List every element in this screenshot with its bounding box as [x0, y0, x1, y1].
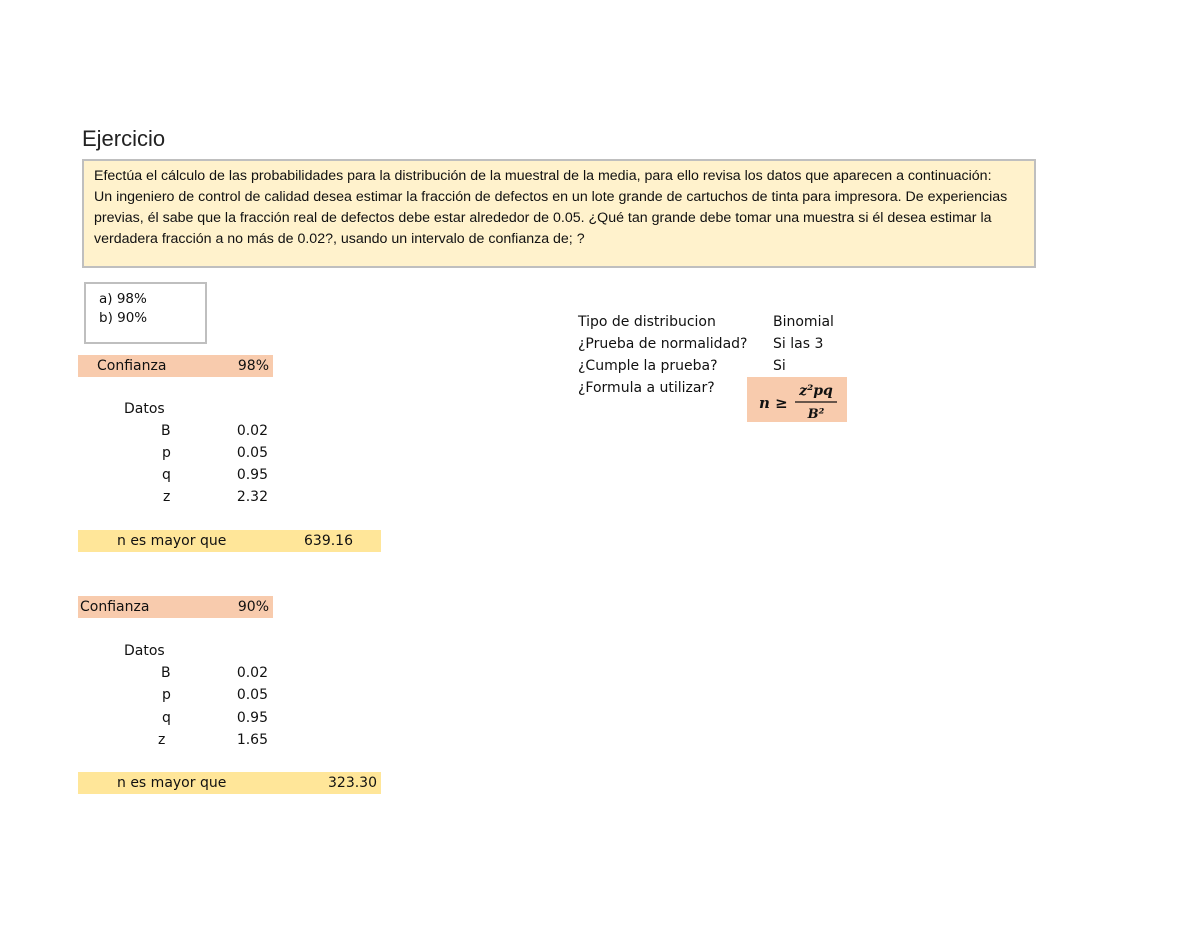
confidence-band-2	[78, 596, 273, 618]
data-row-label: q	[162, 467, 171, 483]
confidence-value: 90%	[237, 599, 269, 615]
confidence-value: 98%	[237, 358, 269, 374]
data-row-value: 2.32	[236, 489, 268, 505]
formula-denominator: B²	[807, 407, 825, 422]
formula-graphic	[747, 377, 847, 422]
data-row-value: 0.02	[236, 665, 268, 681]
options-box	[84, 282, 207, 344]
data-row-label: B	[161, 423, 171, 439]
result-band-1	[78, 530, 381, 552]
info-value-normality: Si las 3	[773, 336, 824, 352]
result-label: n es mayor que	[117, 533, 227, 549]
data-heading: Datos	[124, 401, 165, 417]
formula-numerator: z²pq	[799, 383, 833, 399]
info-label-distribution: Tipo de distribucion	[578, 314, 716, 330]
data-row-value: 0.95	[236, 467, 268, 483]
data-row-value: 0.02	[236, 423, 268, 439]
result-value: 323.30	[328, 775, 377, 791]
problem-statement	[82, 159, 1036, 268]
info-value-distribution: Binomial	[773, 314, 834, 330]
data-row-label: p	[162, 687, 171, 703]
info-value-passes: Si	[773, 358, 786, 374]
data-row-label: p	[162, 445, 171, 461]
sample-size-formula	[747, 377, 847, 422]
data-row-label: z	[163, 489, 171, 505]
result-band-2	[78, 772, 381, 794]
confidence-label: Confianza	[80, 599, 150, 615]
info-label-passes: ¿Cumple la prueba?	[578, 358, 718, 374]
data-row-label: B	[161, 665, 171, 681]
confidence-label: Confianza	[97, 358, 167, 374]
info-label-normality: ¿Prueba de normalidad?	[578, 336, 748, 352]
confidence-band-1	[78, 355, 273, 377]
data-heading: Datos	[124, 643, 165, 659]
option-a: a) 98%	[99, 291, 147, 307]
info-label-formula: ¿Formula a utilizar?	[578, 380, 715, 396]
data-row-value: 0.95	[236, 710, 268, 726]
data-row-value: 0.05	[236, 687, 268, 703]
data-row-label: q	[162, 710, 171, 726]
result-label: n es mayor que	[117, 775, 227, 791]
data-row-value: 0.05	[236, 445, 268, 461]
statement-line-intro: Efectúa el cálculo de las probabilidades para la distribución de la muestral de la media, para ello revisa los datos que aparecen a continuación:	[94, 168, 992, 184]
statement-line-problem: Un ingeniero de control de calidad desea estimar la fracción de defectos en un lote grande de cartuchos de tinta para impresora. De experiencias previas, él sabe que la fracción real de defectos debe estar alrededor de 0.05. ¿Qué tan grande debe tomar una muestra si él desea estimar la verdadera fracción a no más de 0.02?, usando un intervalo de confianza de; ?	[94, 189, 1008, 247]
option-b: b) 90%	[99, 310, 148, 326]
formula-lhs: n ≥	[759, 394, 788, 412]
result-value: 639.16	[304, 533, 353, 549]
page-title: Ejercicio	[82, 126, 166, 151]
data-row-value: 1.65	[236, 732, 268, 748]
data-row-label: z	[158, 732, 166, 748]
